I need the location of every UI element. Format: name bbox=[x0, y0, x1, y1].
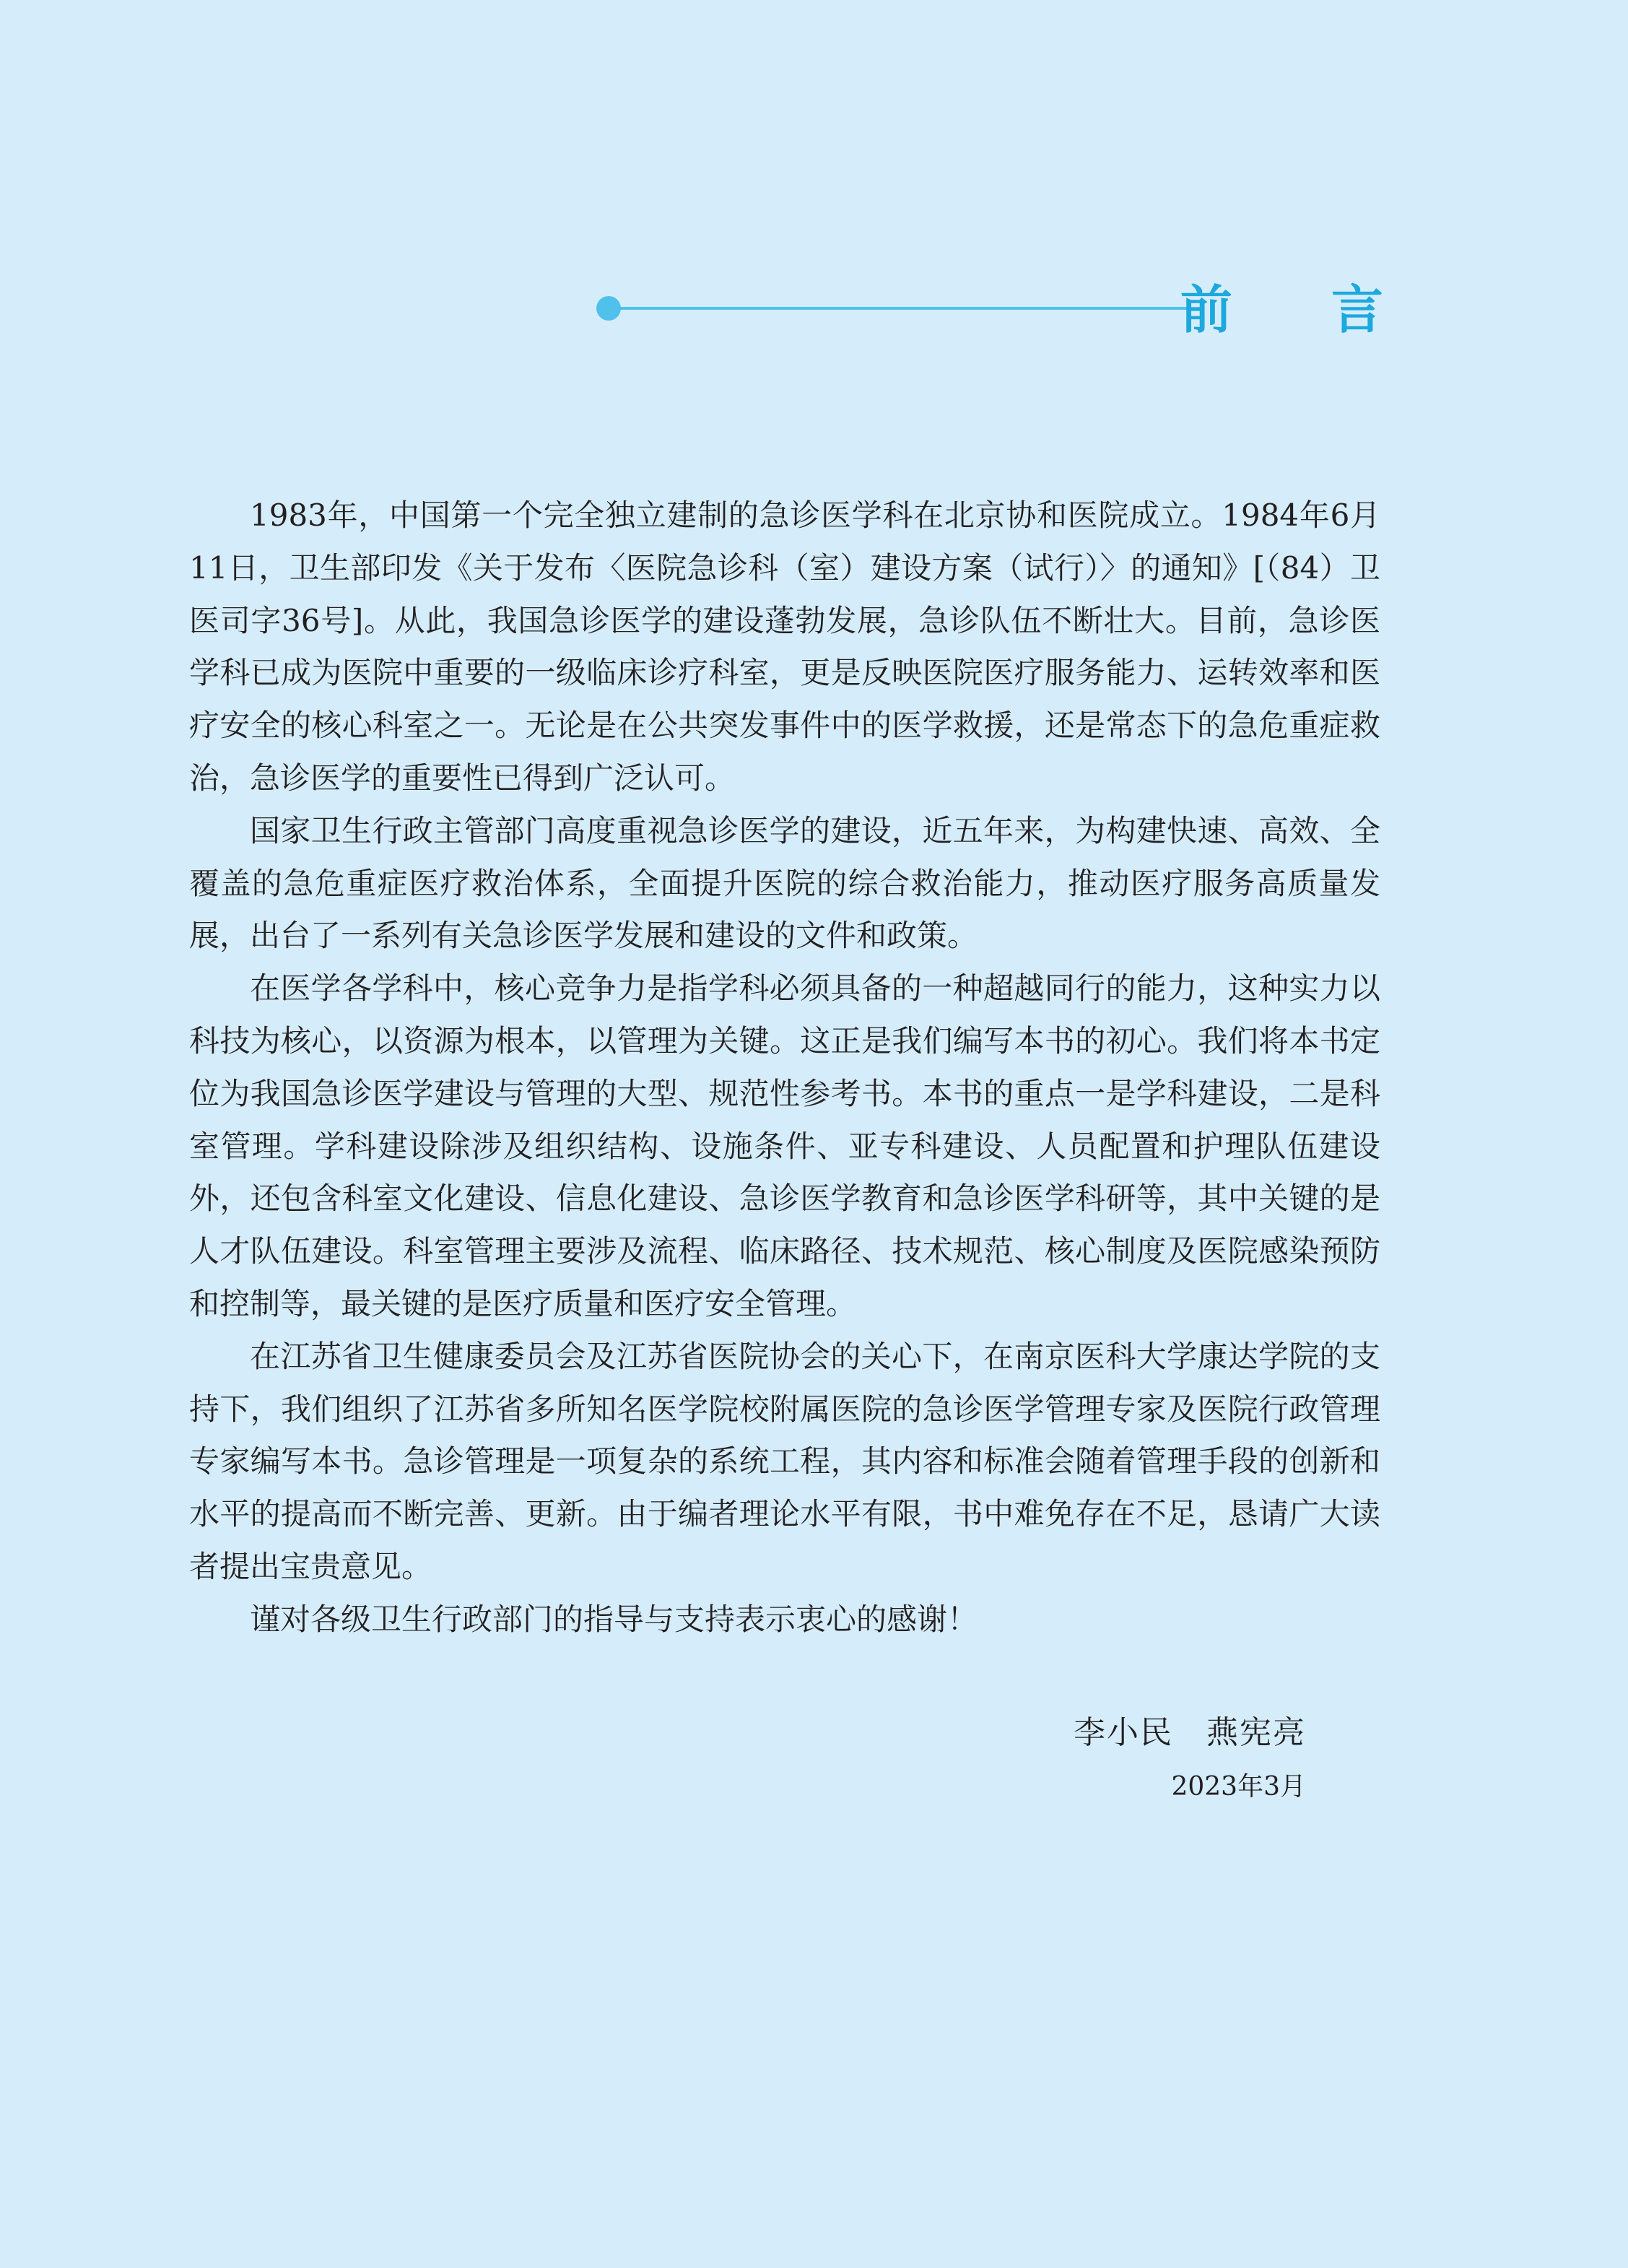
heading-row bbox=[596, 277, 1424, 342]
author-signature: 李小民 燕宪亮 bbox=[1074, 1714, 1306, 1751]
paragraph-2: 国家卫生行政主管部门高度重视急诊医学的建设，近五年来，为构建快速、高效、全覆盖的急危重症医疗救治体系，全面提升医院的综合救治能力，推动医疗服务高质量发展，出台了一系列有关急诊医学发展和建设的文件和政策。 bbox=[189, 812, 1380, 954]
signature-date: 2023年3月 bbox=[1171, 1772, 1306, 1802]
heading-dot-ornament bbox=[596, 296, 621, 321]
preface-body bbox=[189, 490, 1380, 1646]
page-title: 前 言 bbox=[1180, 279, 1424, 340]
paragraph-4: 在江苏省卫生健康委员会及江苏省医院协会的关心下，在南京医科大学康达学院的支持下，我们组织了江苏省多所知名医学院校附属医院的急诊医学管理专家及医院行政管理专家编写本书。急诊管理是一项复杂的系统工程，其内容和标准会随着管理手段的创新和水平的提高而不断完善、更新。由于编者理论水平有限，书中难免存在不足，恳请广大读者提出宝贵意见。 bbox=[189, 1338, 1380, 1584]
paragraph-3: 在医学各学科中，核心竞争力是指学科必须具备的一种超越同行的能力，这种实力以科技为核心，以资源为根本，以管理为关键。这正是我们编写本书的初心。我们将本书定位为我国急诊医学建设与管理的大型、规范性参考书。本书的重点一是学科建设，二是科室管理。学科建设除涉及组织结构、设施条件、亚专科建设、人员配置和护理队伍建设外，还包含科室文化建设、信息化建设、急诊医学教育和急诊医学科研等，其中关键的是人才队伍建设。科室管理主要涉及流程、临床路径、技术规范、核心制度及医院感染预防和控制等，最关键的是医疗质量和医疗安全管理。 bbox=[189, 970, 1380, 1321]
heading-rule bbox=[618, 307, 1201, 310]
paragraph-1: 1983年，中国第一个完全独立建制的急诊医学科在北京协和医院成立。1984年6月11日，卫生部印发《关于发布〈医院急诊科（室）建设方案（试行）〉的通知》[（84）卫医司字36号]。从此，我国急诊医学的建设蓬勃发展，急诊队伍不断壮大。目前，急诊医学科已成为医院中重要的一级临床诊疗科室，更是反映医院医疗服务能力、运转效率和医疗安全的核心科室之一。无论是在公共突发事件中的医学救援，还是常态下的急危重症救治，急诊医学的重要性已得到广泛认可。 bbox=[189, 498, 1380, 796]
paragraph-5: 谨对各级卫生行政部门的指导与支持表示衷心的感谢！ bbox=[250, 1601, 978, 1637]
